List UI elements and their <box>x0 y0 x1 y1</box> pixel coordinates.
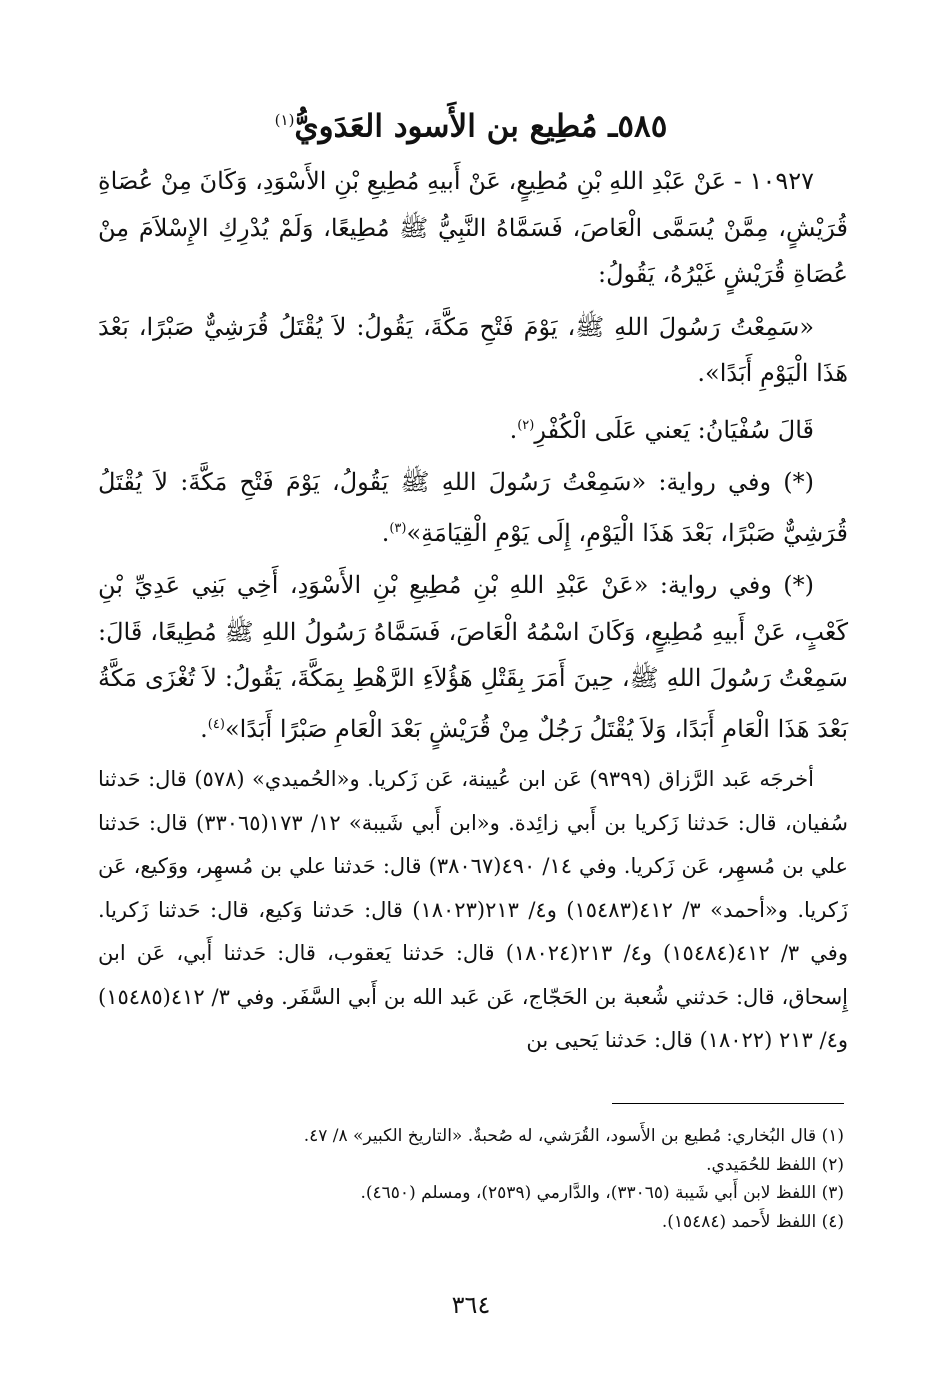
source-citation: أخرجَه عَبد الرَّزاق (٩٣٩٩) عَن ابن عُيينة، عَن زَكريا. و«الحُميدي» (٥٧٨) قال: حَدثنا سُفيان، قال: حَدثنا زَكريا بن أَبي زائِدة. و«ابن أَبي شَيبة» ١٢/ ١٧٣(٣٣٠٦٥) قال: حَدثنا علي بن مُسهِر، عَن زَكريا. وفي ١٤/ ٤٩٠(٣٨٠٦٧) قال: حَدثنا علي بن مُسهِر، ووَكيع، عَن زَكريا. و«أحمد» ٣/ ٤١٢(١٥٤٨٣) و٤/ ٢١٣(١٨٠٢٣) قال: حَدثنا وَكيع، قال: حَدثنا زَكريا. وفي ٣/ ٤١٢(١٥٤٨٤) و٤/ ٢١٣(١٨٠٢٤) قال: حَدثنا يَعقوب، قال: حَدثنا أَبي، عَن ابن إِسحاق، قال: حَدثني شُعبة بن الحَجّاج، عَن عَبد الله بن أَبي السَّفَر. وفي ٣/ ٤١٢(١٥٤٨٥) و٤/ ٢١٣ (١٨٠٢٢) قال: حَدثنا يَحيى بن <box>98 767 848 1052</box>
footnote-4: (٤) اللفظ لأَحمد (١٥٤٨٤). <box>661 1211 844 1232</box>
hadith-quote: «سَمِعْتُ رَسُولَ اللهِ ﷺ، يَوْمَ فَتْحِ مَكَّةَ، يَقُولُ: لاَ يُقْتَلُ قُرَشِيٌّ صَبْرًا، بَعْدَ هَذَا الْيَوْمِ أَبَدًا». <box>98 312 848 387</box>
hadith-paragraph: ١٠٩٢٧ - عَنْ عَبْدِ اللهِ بْنِ مُطِيعٍ، عَنْ أَبيهِ مُطِيعِ بْنِ الأَسْوَدِ، وَكَانَ مِنْ عُصَاةِ قُرَيْشٍ، مِمَّنْ يُسَمَّى الْعَاصَ، فَسَمَّاهُ النَّبِيُّ ﷺ مُطِيعًا، وَلَمْ يُدْرِكِ الإِسْلاَمَ مِنْ عُصَاةِ قُرَيْشٍ غَيْرُهُ، يَقُولُ: <box>98 167 848 288</box>
narration-variant-1: (*) وفي رواية: «سَمِعْتُ رَسُولَ اللهِ ﷺ يَقُولُ، يَوْمَ فَتْحِ مَكَّةَ: لاَ يُقْتَلُ قُرَشِيٌّ صَبْرًا، بَعْدَ هَذَا الْيَوْمِ، إِلَى يَوْمِ الْقِيَامَةِ»$^{(٣)}$. <box>98 468 848 547</box>
footnote-ref-4: (٤) <box>207 716 225 732</box>
narration-variant-2-text: (*) وفي رواية: «عَنْ عَبْدِ اللهِ بْنِ مُطِيعِ بْنِ الأَسْوَدِ، أَخِي بَنِي عَدِيِّ بْنِ كَعْبٍ، عَنْ أَبيهِ مُطِيعٍ، وَكَانَ اسْمُهُ الْعَاصَ، فَسَمَّاهُ رَسُولُ اللهِ ﷺ مُطِيعًا، قَالَ: سَمِعْتُ رَسُولَ اللهِ ﷺ، حِينَ أَمَرَ بِقَتْلِ هَؤُلاَءِ الرَّهْطِ بِمَكَّةَ، يَقُولُ: لاَ تُغْزَى مَكَّةُ بَعْدَ هَذَا الْعَامِ أَبَدًا، وَلاَ يُقْتَلُ رَجُلٌ مِنْ قُرَيْشٍ بَعْدَ الْعَامِ صَبْرًا أَبَدًا» <box>98 571 848 743</box>
footnote-1: (١) قال البُخاري: مُطيع بن الأَسود، القُرَشي، له صُحبةٌ. «التاريخ الكبير» ٨/ ٤٧. <box>303 1126 844 1146</box>
sufyan-note-text: قَالَ سُفْيَانُ: يَعني عَلَى الْكُفْرِ <box>534 415 814 444</box>
footnote-2: (٢) اللفظ للحُمَيدي. <box>706 1154 844 1175</box>
main-text <box>98 158 848 1069</box>
footnotes <box>98 1122 844 1236</box>
page-number: ٣٦٤ <box>451 1291 491 1319</box>
footnote-ref-3: (٣) <box>389 520 407 536</box>
footnote-divider <box>612 1103 844 1104</box>
chapter-title <box>0 95 942 151</box>
narration-variant-1-text: (*) وفي رواية: «سَمِعْتُ رَسُولَ اللهِ ﷺ يَقُولُ، يَوْمَ فَتْحِ مَكَّةَ: لاَ يُقْتَلُ قُرَشِيٌّ صَبْرًا، بَعْدَ هَذَا الْيَوْمِ، إِلَى يَوْمِ الْقِيَامَةِ» <box>98 468 848 547</box>
chapter-title-text: ٥٨٥ـ مُطِيع بن الأَسود العَدَويُّ <box>294 108 668 145</box>
narration-variant-2: (*) وفي رواية: «عَنْ عَبْدِ اللهِ بْنِ مُطِيعِ بْنِ الأَسْوَدِ، أَخِي بَنِي عَدِيِّ بْنِ كَعْبٍ، عَنْ أَبيهِ مُطِيعٍ، وَكَانَ اسْمُهُ الْعَاصَ، فَسَمَّاهُ رَسُولُ اللهِ ﷺ مُطِيعًا، قَالَ: سَمِعْتُ رَسُولَ اللهِ ﷺ، حِينَ أَمَرَ بِقَتْلِ هَؤُلاَءِ الرَّهْطِ بِمَكَّةَ، يَقُولُ: لاَ تُغْزَى مَكَّةُ بَعْدَ هَذَا الْعَامِ أَبَدًا، وَلاَ يُقْتَلُ رَجُلٌ مِنْ قُرَيْشٍ بَعْدَ الْعَامِ صَبْرًا أَبَدًا»$^{(٤)}$. <box>98 571 848 743</box>
sufyan-note: قَالَ سُفْيَانُ: يَعني عَلَى الْكُفْرِ$^{(٢)}$. <box>509 415 814 444</box>
title-footnote-ref: (١) <box>274 111 295 129</box>
footnote-ref-2: (٢) <box>517 417 535 433</box>
footnote-3: (٣) اللفظ لابن أَبي شَيبة (٣٣٠٦٥)، والدَّارمي (٢٥٣٩)، ومسلم (٤٦٥٠). <box>360 1183 844 1203</box>
